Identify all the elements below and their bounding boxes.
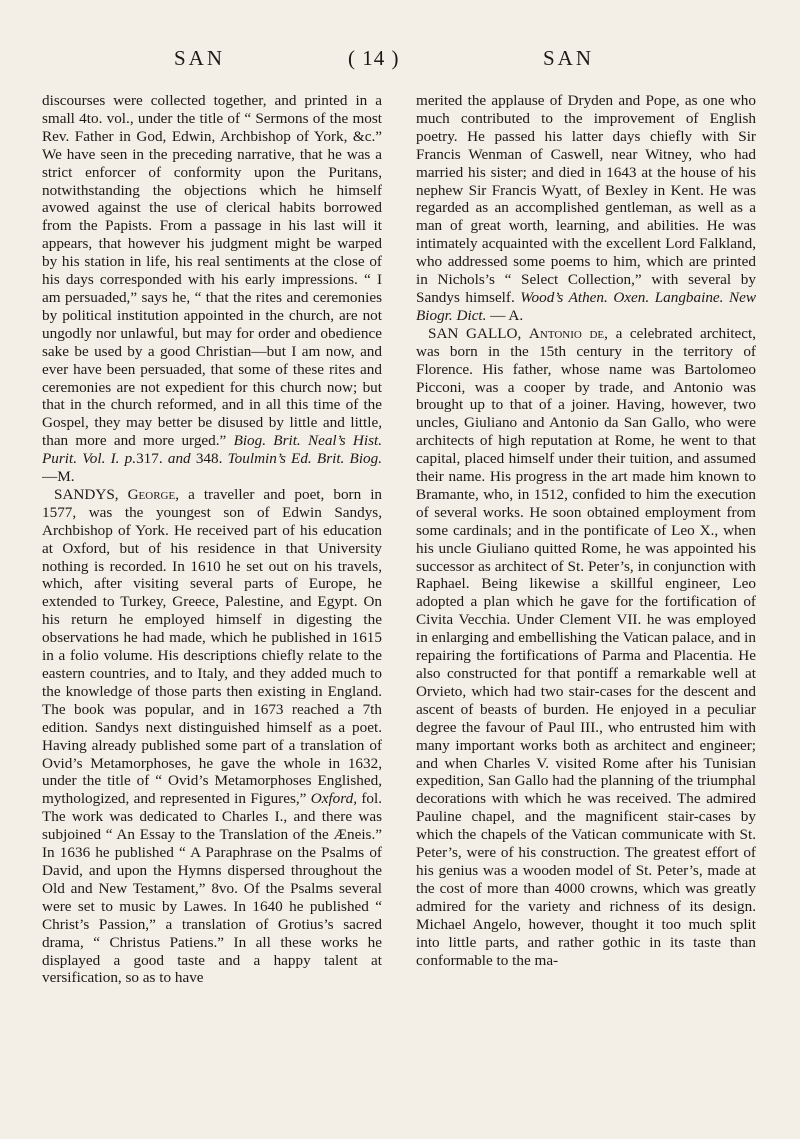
author-signature: —M. xyxy=(42,468,75,486)
header-right-word: SAN xyxy=(543,46,595,70)
body-text: discourses were collected together, and printed in a small 4to. vol., under the title of “ Sermons of the most Rev. Father in God, Edwin, Archbishop of York, &c.” We have seen in the preceding narrative, that he was a strict enforcer of conformity upon the Puritans, notwithstanding the objections which he himself avowed against the use of clerical habits borrowed from the Papists. From a passage in his last will it appears, that however his judgment might be warped by his station in life, his real sentiments at the close of his days corresponded with his early impressions. “ I am persuaded,” says he, “ that the rites and ceremonies by political institution appointed in the church, are not ungodly nor unlawful, but may for order and obedience sake be used by a good Christian—but I am now, and ever have been persuaded, that some of these rites and ceremonies are not expedient for this church now; but that in the church reformed, and in all this time of the Gospel, they may better be disused by little and little, than more and more urged.” xyxy=(42,92,382,450)
san-gallo-entry xyxy=(416,325,756,970)
entry-forename: George, xyxy=(127,485,180,503)
body-text: merited the applause of Dryden and Pope, as one who much contributed to the improvement of English poetry. He passed his latter days chiefly with Sir Francis Wenman of Caswell, near Witney, who had married his sister; and died in 1643 at the house of his nephew Sir Francis Wyatt, of Bexley in Kent. He was regarded as an accomplished gentleman, as well as a man of great worth, learning, and abilities. He was intimately acquainted with the excellent Lord Falkland, who addressed some poems to him, which are printed in Nichols’s “ Select Collection,” with several by Sandys himself. xyxy=(416,92,756,306)
page-number: ( 14 ) xyxy=(348,46,400,70)
left-column xyxy=(42,92,382,1132)
reference-page: 348. xyxy=(195,450,223,468)
entry-headword: SANDYS, xyxy=(54,485,119,503)
header-left-word: SAN xyxy=(174,46,226,70)
author-signature: — A. xyxy=(490,306,524,324)
sandys-george-entry-continued xyxy=(416,92,756,325)
body-text: a celebrated architect, was born in the 15th century in the territory of Florence. His father, whose name was Bartolomeo Picconi, was a cooper by trade, and Antonio was brought up to that of a joiner. Having, however, two uncles, Giuliano and Antonio da San Gallo, who were architects of high reputation at Rome, he went to that capital, placed himself under their tuition, and assumed their name. His progress in the art made him known to Bramante, who, in 1512, confided to him the execution of several works. He soon obtained employment from some cardinals; and in the pontificate of Leo X., when his uncle Giuliano quitted Rome, he was appointed his successor as architect of St. Peter’s, in conjunction with Raphael. Being likewise a skillful engineer, Leo adopted a plan which he gave for the fortification of Civita Vecchia. Under Clement VII. he was employed in enlarging and embellishing the Vatican palace, and in repairing the fortifications of Parma and Placentia. He also constructed for that pontiff a remarkable well at Orvieto, which had two stair-cases for the descent and ascent of beasts of burden. He enjoyed in a peculiar degree the favour of Paul III., who entrusted him with many important works both as architect and engineer; and when Charles V. visited Rome after his Tunisian expedition, San Gallo had the planning of the triumphal decorations with which he was received. The admired Pauline chapel, and the magnificent stair-cases by which the chapels of the Vatican communicate with St. Peter’s, were of his construction. The greatest effort of his genius was a wooden model of St. Peter’s, made at the cost of more than 4000 crowns, which was greatly admired for the variety and richness of its design. Michael Angelo, however, thought it too much split into little parts, and rather gothic in its taste than conformable to the ma- xyxy=(416,324,756,969)
body-text: fol. The work was dedicated to Charles I., and there was subjoined “ An Essay to the Translation of the Æneis.” In 1636 he published “ A Paraphrase on the Psalms of David, and upon the Hymns dispersed throughout the Old and New Testament,” 8vo. Of the Psalms several were set to music by Lawes. In 1640 he published “ Christ’s Passion,” a translation of Grotius’s sacred drama, “ Christus Patiens.” In all these works he displayed a good taste and a happy talent at versification, so as to have xyxy=(42,790,382,987)
running-header xyxy=(0,46,800,76)
reference: Toulmin’s Ed. Brit. Biog. xyxy=(227,450,382,468)
right-column xyxy=(416,92,756,1132)
reference: Wood’s Athen. Oxen. Langbaine. New Biogr. Dict. xyxy=(416,288,756,324)
entry-headword: SAN GALLO, xyxy=(428,324,522,342)
place-name: Oxford, xyxy=(310,790,358,808)
reference-and: and xyxy=(167,450,191,468)
sandys-edwin-entry-end xyxy=(42,92,382,486)
reference-pages: 317. xyxy=(136,450,163,468)
sandys-george-entry xyxy=(42,486,382,987)
reference: Biog. Brit. Neal’s Hist. Purit. Vol. I. p. xyxy=(42,432,382,468)
entry-forename: Antonio de, xyxy=(528,324,608,342)
body-text: a traveller and poet, born in 1577, was the youngest son of Edwin Sandys, Archbishop of York. He received part of his education at Oxford, but of his residence in that University nothing is recorded. In 1610 he set out on his travels, which, after visiting several parts of Europe, he extended to Turkey, Greece, Palestine, and Egypt. On his return he employed himself in digesting the observations he had made, which he published in 1615 in a folio volume. His descriptions chiefly relate to the eastern countries, and to Italy, and they added much to the knowledge of those parts then existing in England. The book was popular, and in 1673 reached a 7th edition. Sandys next distinguished himself as a poet. Having already published some part of a translation of Ovid’s Metamorphoses, he gave the whole in 1632, under the title of “ Ovid’s Metamorphoses Englished, mythologized, and represented in Figures,” xyxy=(42,485,382,808)
